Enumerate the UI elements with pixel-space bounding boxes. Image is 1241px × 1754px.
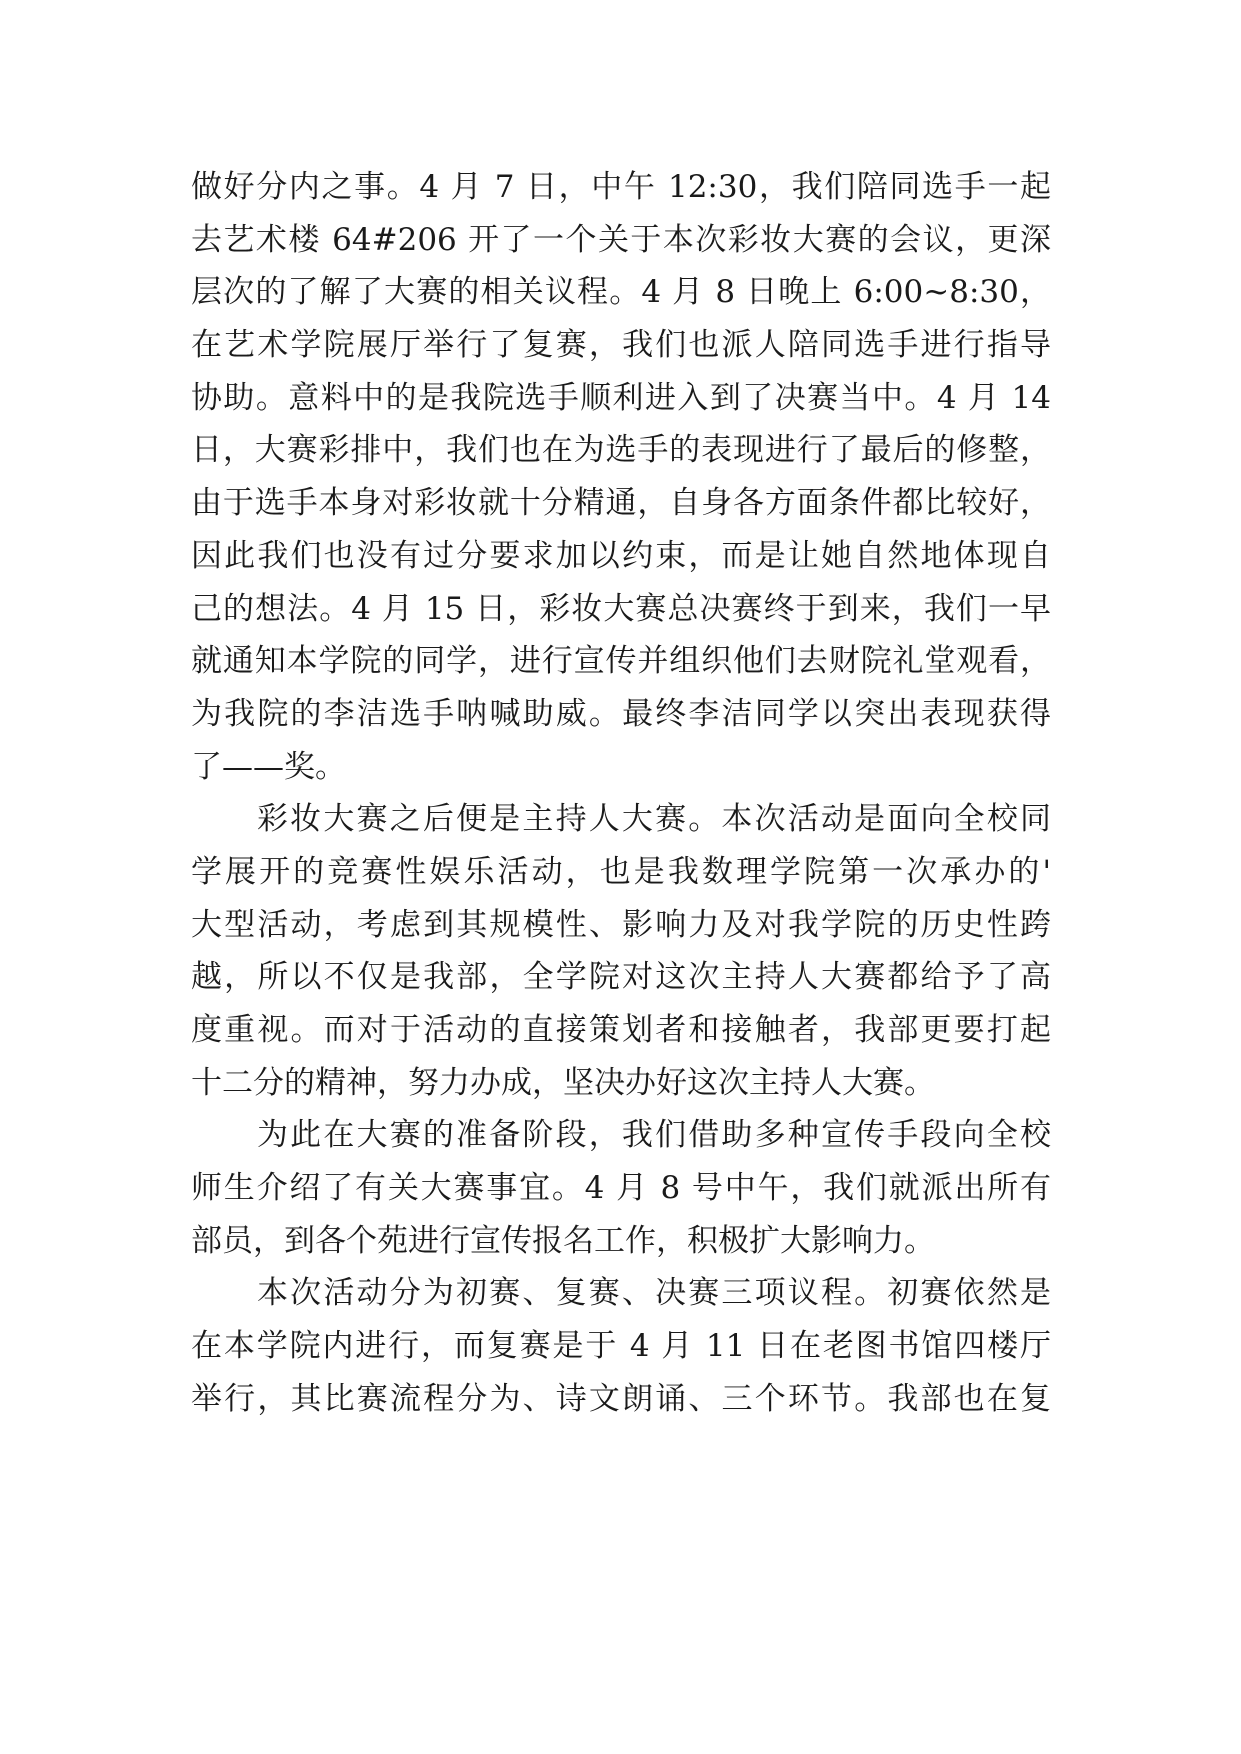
paragraph <box>191 161 1051 793</box>
text-line: 度重视。而对于活动的直接策划者和接触者，我部更要打起 <box>191 1012 1051 1048</box>
text-line: 己的想法。4 月 15 日，彩妆大赛总决赛终于到来，我们一早 <box>191 590 1051 627</box>
text-line: 彩妆大赛之后便是主持人大赛。本次活动是面向全校同 <box>257 801 1051 838</box>
text-line: 举行，其比赛流程分为、诗文朗诵、三个环节。我部也在复 <box>191 1380 1051 1417</box>
text-line: 本次活动分为初赛、复赛、决赛三项议程。初赛依然是 <box>257 1275 1051 1312</box>
text-line: 层次的了解了大赛的相关议程。4 月 8 日晚上 6:00~8:30， <box>191 274 1051 311</box>
text-line: 了——奖。 <box>191 748 346 785</box>
text-line: 协助。意料中的是我院选手顺利进入到了决赛当中。4 月 14 <box>191 379 1051 416</box>
text-line: 大型活动，考虑到其规模性、影响力及对我学院的历史性跨 <box>191 906 1051 943</box>
text-line: 做好分内之事。4 月 7 日，中午 12:30，我们陪同选手一起 <box>191 169 1051 205</box>
text-line: 学展开的竞赛性娱乐活动，也是我数理学院第一次承办的' <box>191 853 1051 890</box>
text-line: 去艺术楼 64#206 开了一个关于本次彩妆大赛的会议，更深 <box>191 221 1051 258</box>
text-line: 由于选手本身对彩妆就十分精通，自身各方面条件都比较好， <box>191 485 1051 522</box>
text-line: 部员，到各个苑进行宣传报名工作，积极扩大影响力。 <box>191 1222 935 1259</box>
paragraph <box>191 1267 1051 1425</box>
text-line: 在本学院内进行，而复赛是于 4 月 11 日在老图书馆四楼厅 <box>191 1328 1051 1365</box>
text-line: 师生介绍了有关大赛事宜。4 月 8 号中午，我们就派出所有 <box>191 1170 1051 1207</box>
text-line: 为我院的李洁选手呐喊助威。最终李洁同学以突出表现获得 <box>191 695 1051 732</box>
text-line: 在艺术学院展厅举行了复赛，我们也派人陪同选手进行指导 <box>191 327 1051 364</box>
body-text <box>191 161 1051 1426</box>
text-line: 日，大赛彩排中，我们也在为选手的表现进行了最后的修整， <box>191 432 1051 469</box>
text-line: 十二分的精神，努力办成，坚决办好这次主持人大赛。 <box>191 1064 935 1101</box>
paragraph <box>191 1109 1051 1267</box>
text-line: 因此我们也没有过分要求加以约束，而是让她自然地体现自 <box>191 537 1051 574</box>
text-line: 越，所以不仅是我部，全学院对这次主持人大赛都给予了高 <box>191 959 1051 996</box>
paragraph <box>191 793 1051 1109</box>
text-line: 为此在大赛的准备阶段，我们借助多种宣传手段向全校 <box>257 1117 1051 1154</box>
text-line: 就通知本学院的同学，进行宣传并组织他们去财院礼堂观看， <box>191 643 1051 680</box>
